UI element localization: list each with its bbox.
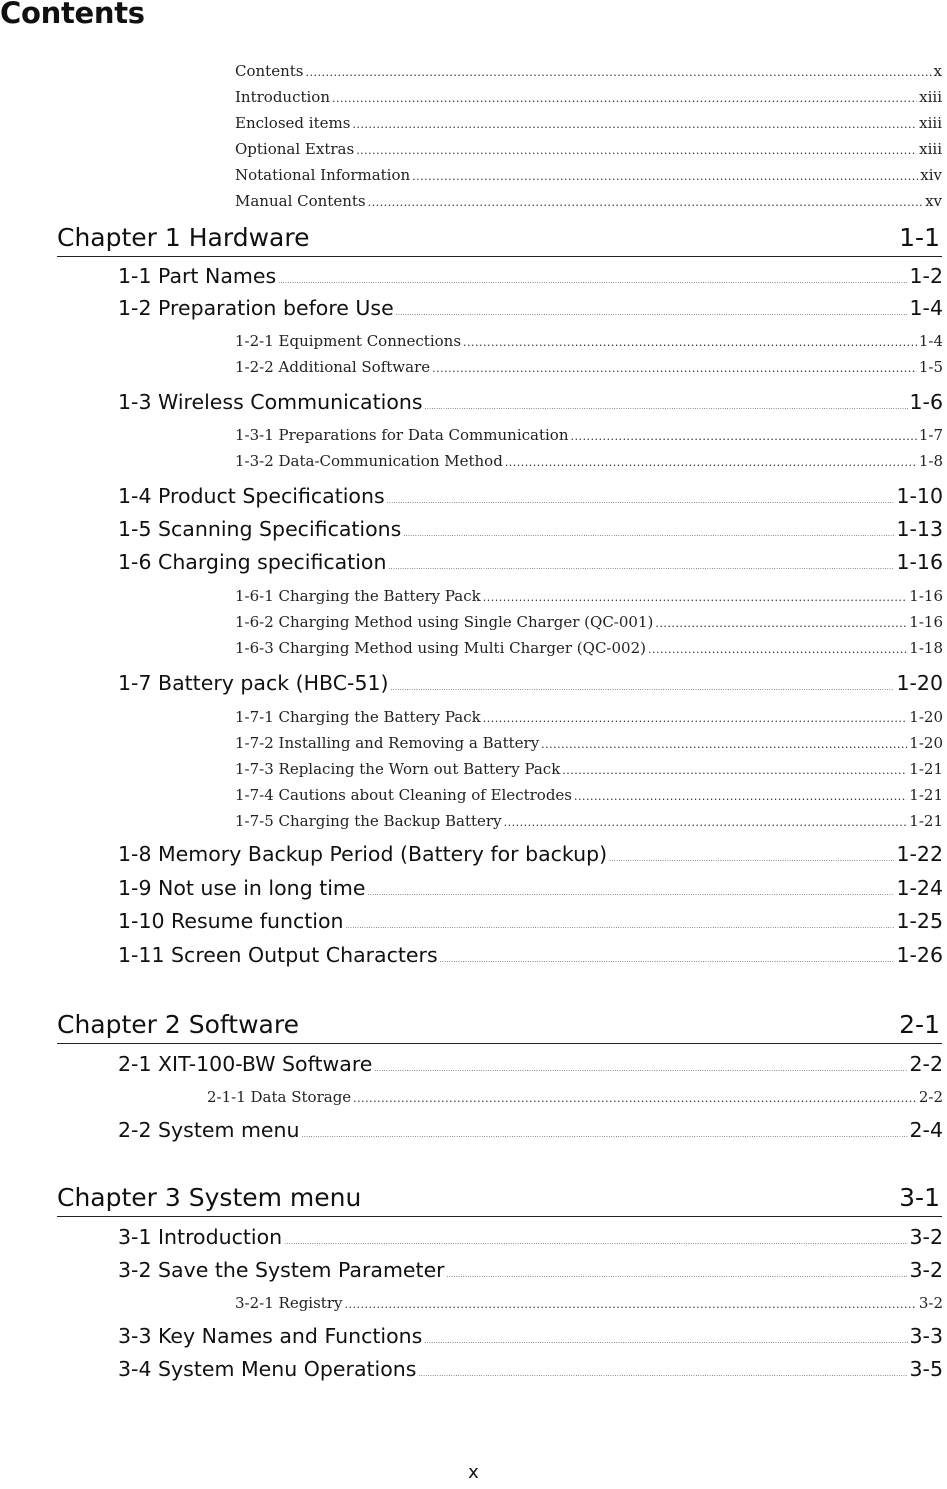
toc-section-3-3[interactable]: 3-3 Key Names and Functions ..... 3-3 [118,1324,943,1348]
toc-subsection-1-3-1[interactable]: 1-3-1 Preparations for Data Communication ..... 1-7 [235,426,943,444]
toc-section-3-2[interactable]: 3-2 Save the System Parameter ..... 3-2 [118,1258,943,1282]
chapter-2-heading[interactable]: Chapter 2 Software 2-1 [57,1007,942,1044]
toc-subsection-1-7-1[interactable]: 1-7-1 Charging the Battery Pack ..... 1-20 [235,708,943,726]
toc-section-2-2[interactable]: 2-2 System menu ..... 2-4 [118,1118,943,1142]
toc-section-3-4[interactable]: 3-4 System Menu Operations ..... 3-5 [118,1357,943,1381]
toc-subsection-1-2-2[interactable]: 1-2-2 Additional Software ..... 1-5 [235,358,943,376]
toc-section-1-11[interactable]: 1-11 Screen Output Characters ..... 1-26 [118,943,943,967]
toc-entry-contents[interactable]: Contents ..... x [235,62,942,80]
toc-section-1-6[interactable]: 1-6 Charging specification ..... 1-16 [118,550,943,574]
toc-section-3-1[interactable]: 3-1 Introduction ..... 3-2 [118,1225,943,1249]
toc-subsection-1-7-5[interactable]: 1-7-5 Charging the Backup Battery ..... 1-21 [235,812,943,830]
toc-section-1-7[interactable]: 1-7 Battery pack (HBC-51) ..... 1-20 [118,671,943,695]
toc-subsection-1-3-2[interactable]: 1-3-2 Data-Communication Method ..... 1-8 [235,452,943,470]
toc-section-1-9[interactable]: 1-9 Not use in long time ..... 1-24 [118,876,943,900]
toc-section-1-4[interactable]: 1-4 Product Specifications ..... 1-10 [118,484,943,508]
toc-section-1-2[interactable]: 1-2 Preparation before Use ..... 1-4 [118,296,943,320]
toc-subsection-1-7-4[interactable]: 1-7-4 Cautions about Cleaning of Electrodes ..... 1-21 [235,786,943,804]
toc-subsection-1-2-1[interactable]: 1-2-1 Equipment Connections ..... 1-4 [235,332,943,350]
toc-section-1-5[interactable]: 1-5 Scanning Specifications ..... 1-13 [118,517,943,541]
toc-section-1-8[interactable]: 1-8 Memory Backup Period (Battery for backup) ..... 1-22 [118,842,943,866]
toc-entry-enclosed-items[interactable]: Enclosed items ..... xiii [235,114,942,132]
toc-section-1-3[interactable]: 1-3 Wireless Communications ..... 1-6 [118,390,943,414]
page-number: x [468,1462,479,1483]
toc-subsection-3-2-1[interactable]: 3-2-1 Registry ..... 3-2 [235,1294,943,1312]
toc-section-1-10[interactable]: 1-10 Resume function ..... 1-25 [118,909,943,933]
chapter-1-heading[interactable]: Chapter 1 Hardware 1-1 [57,220,942,257]
toc-entry-manual-contents[interactable]: Manual Contents ..... xv [235,192,942,210]
toc-subsection-1-7-2[interactable]: 1-7-2 Installing and Removing a Battery ..... 1-20 [235,734,943,752]
toc-entry-notational-information[interactable]: Notational Information ..... xiv [235,166,942,184]
toc-subsection-1-6-1[interactable]: 1-6-1 Charging the Battery Pack ..... 1-16 [235,587,943,605]
toc-section-1-1[interactable]: 1-1 Part Names ..... 1-2 [118,264,943,288]
page-title: Contents [0,0,145,30]
toc-entry-introduction[interactable]: Introduction ..... xiii [235,88,942,106]
toc-subsection-1-6-3[interactable]: 1-6-3 Charging Method using Multi Charger (QC-002) ..... 1-18 [235,639,943,657]
toc-subsection-2-1-1[interactable]: 2-1-1 Data Storage ..... 2-2 [207,1088,943,1106]
toc-subsection-1-7-3[interactable]: 1-7-3 Replacing the Worn out Battery Pack ..... 1-21 [235,760,943,778]
toc-subsection-1-6-2[interactable]: 1-6-2 Charging Method using Single Charger (QC-001) ..... 1-16 [235,613,943,631]
toc-section-2-1[interactable]: 2-1 XIT-100-BW Software ..... 2-2 [118,1052,943,1076]
toc-entry-optional-extras[interactable]: Optional Extras ..... xiii [235,140,942,158]
chapter-3-heading[interactable]: Chapter 3 System menu 3-1 [57,1180,942,1217]
